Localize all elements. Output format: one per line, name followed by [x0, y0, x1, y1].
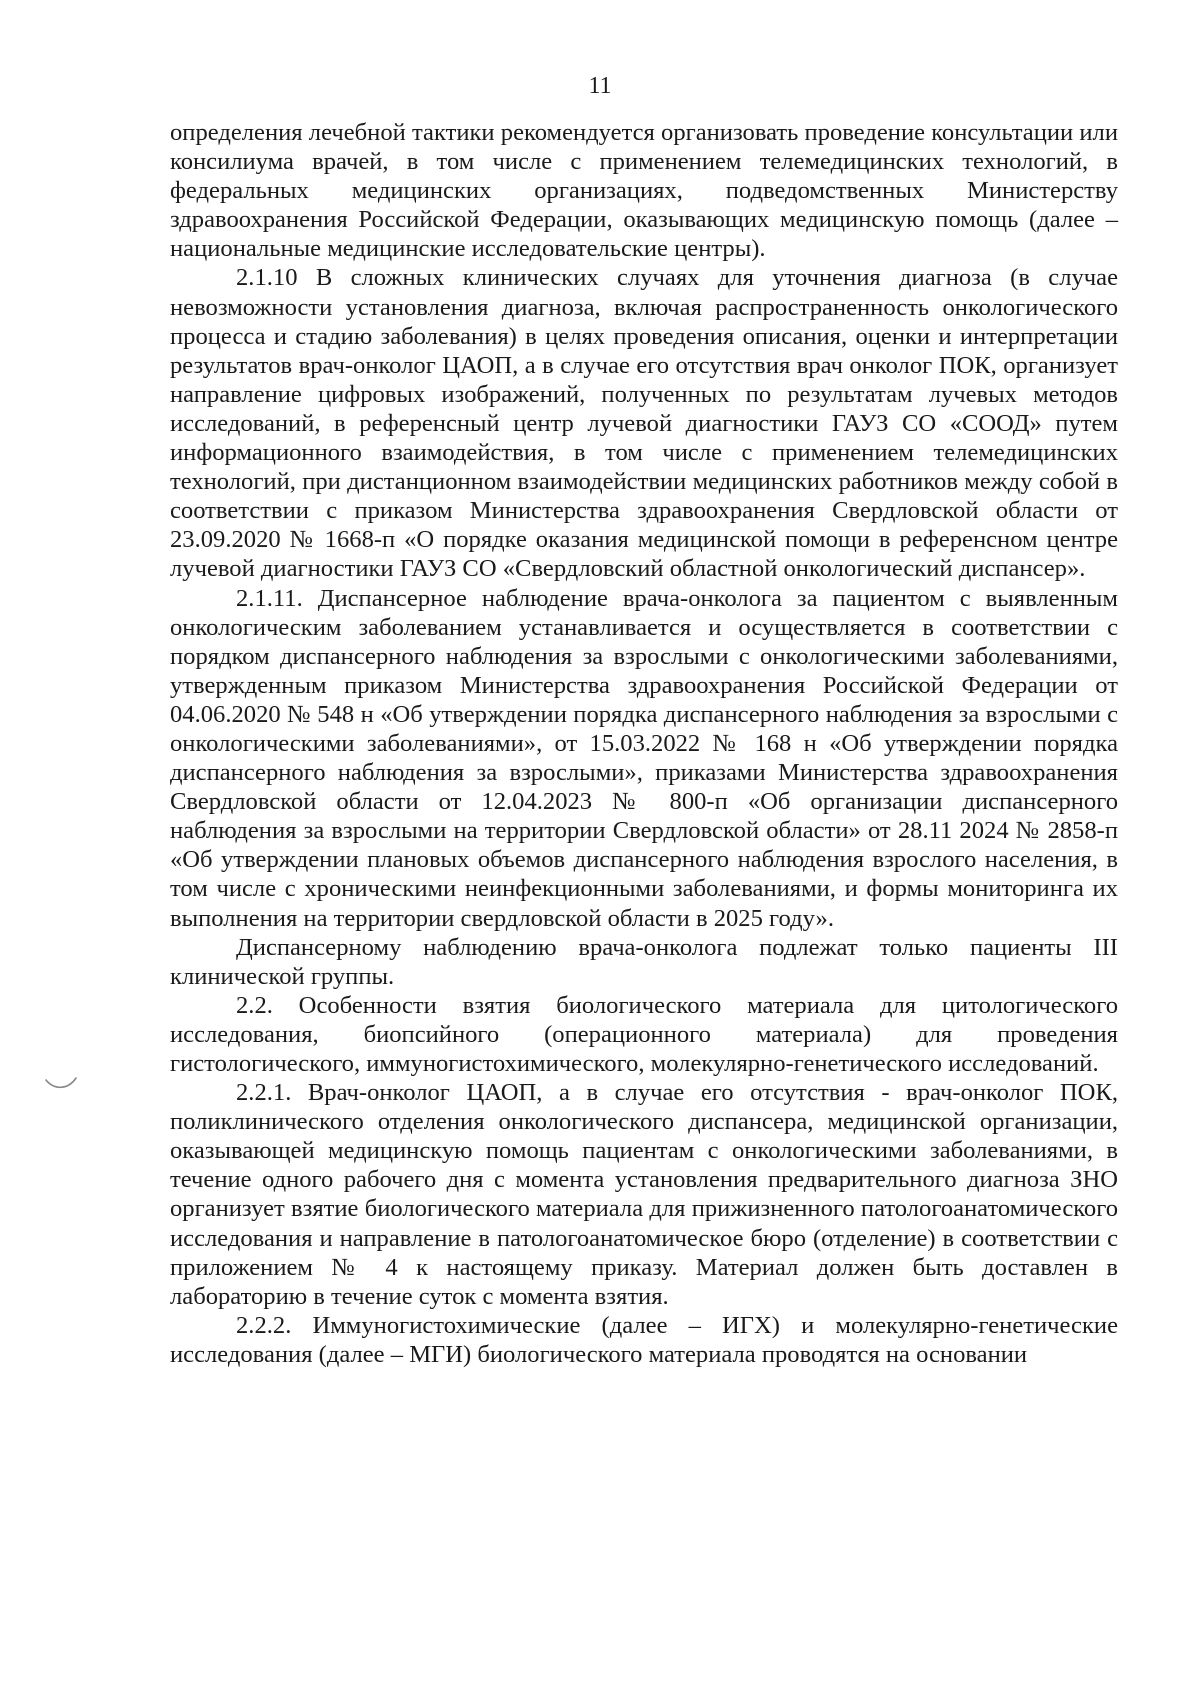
margin-pencil-mark: [44, 1076, 78, 1092]
paragraph-2-2: 2.2. Особенности взятия биологического материала для цитологического исследования, биопсийного (операционного материала) для проведения гистологического, иммуногистохимического, молекулярно-генетического исследований.: [170, 991, 1118, 1077]
paragraph-2-1-10: 2.1.10 В сложных клинических случаях для уточнения диагноза (в случае невозможности установления диагноза, включая распространенность онкологического процесса и стадию заболевания) в целях проведения описания, оценки и интерпретации результатов врач-онколог ЦАОП, а в случае его отсутствия врач онколог ПОК, организует направление цифровых изображений, полученных по результатам лучевых методов исследований, в референсный центр лучевой диагностики ГАУЗ СО «СООД» путем информационного взаимодействия, в том числе с применением телемедицинских технологий, при дистанционном взаимодействии медицинских работников между собой в соответствии с приказом Министерства здравоохранения Свердловской области от 23.09.2020 № 1668-п «О порядке оказания медицинской помощи в референсном центре лучевой диагностики ГАУЗ СО «Свердловский областной онкологический диспансер».: [170, 264, 1118, 583]
page-number: 11: [588, 73, 612, 99]
document-body: [170, 118, 1118, 1369]
paragraph-continuation: определения лечебной тактики рекомендуется организовать проведение консультации или консилиума врачей, в том числе с применением телемедицинских технологий, в федеральных медицинских организациях, подведомственных Министерству здравоохранения Российской Федерации, оказывающих медицинскую помощь (далее – национальные медицинские исследовательские центры).: [170, 119, 1118, 263]
paragraph-2-2-1: 2.2.1. Врач-онколог ЦАОП, а в случае его отсутствия - врач-онколог ПОК, поликлинического отделения онкологического диспансера, медицинской организации, оказывающей медицинскую помощь пациентам с онкологическими заболеваниями, в течение одного рабочего дня с момента установления предварительного диагноза ЗНО организует взятие биологического материала для прижизненного патологоанатомического исследования и направление в патологоанатомическое бюро (отделение) в соответствии с приложением № 4 к настоящему приказу. Материал должен быть доставлен в лабораторию в течение суток с момента взятия.: [170, 1079, 1118, 1310]
paragraph-dispensary-note: Диспансерному наблюдению врача-онколога подлежат только пациенты III клинической группы.: [170, 933, 1118, 990]
paragraph-2-1-11: 2.1.11. Диспансерное наблюдение врача-онколога за пациентом с выявленным онкологическим заболеванием устанавливается и осуществляется в соответствии с порядком диспансерного наблюдения за взрослыми с онкологическими заболеваниями, утвержденным приказом Министерства здравоохранения Российской Федерации от 04.06.2020 № 548 н «Об утверждении порядка диспансерного наблюдения за взрослыми с онкологическими заболеваниями», от 15.03.2022 № 168 н «Об утверждении порядка диспансерного наблюдения за взрослыми», приказами Министерства здравоохранения Свердловской области от 12.04.2023 № 800-п «Об организации диспансерного наблюдения за взрослыми на территории Свердловской области» от 28.11 2024 № 2858-п «Об утверждении плановых объемов диспансерного наблюдения взрослого населения, в том числе с хроническими неинфекционными заболеваниями, и формы мониторинга их выполнения на территории свердловской области в 2025 году».: [170, 584, 1118, 932]
paragraph-2-2-2: 2.2.2. Иммуногистохимические (далее – ИГХ) и молекулярно-генетические исследования (далее – МГИ) биологического материала проводятся на основании: [170, 1311, 1118, 1368]
